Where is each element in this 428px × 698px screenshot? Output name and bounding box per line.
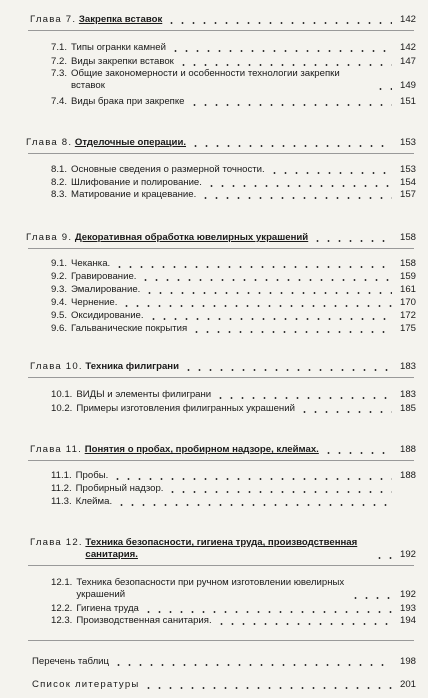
dot-leader <box>143 687 392 689</box>
dot-leader <box>114 266 392 268</box>
entry-number: 11.1. <box>51 470 72 481</box>
page-number: 153 <box>399 137 416 148</box>
divider <box>28 30 414 31</box>
entry-number: 9.1. <box>51 258 68 269</box>
entry-number: 9.5. <box>51 310 68 321</box>
entry-number: 10.1. <box>51 389 73 400</box>
dot-leader <box>312 240 392 242</box>
page-number: 194 <box>399 615 416 626</box>
page-number: 151 <box>399 96 416 107</box>
chapter-title: Понятия о пробах, пробирном надзоре, клеймах. <box>84 444 319 455</box>
dot-leader <box>112 478 392 480</box>
page-number: 201 <box>399 679 416 690</box>
dot-leader <box>216 623 392 625</box>
entry-title: Виды брака при закрепке <box>71 96 185 107</box>
dot-leader <box>200 197 392 199</box>
chapter-title: Декоративная обработка ювелирных украшений <box>74 232 309 243</box>
dot-leader <box>170 50 392 52</box>
divider <box>28 460 414 461</box>
dot-leader <box>167 491 392 493</box>
dot-leader <box>113 664 392 666</box>
chapter-label: Глава 10. <box>30 361 83 372</box>
entry-number: 9.2. <box>51 271 68 282</box>
entry-title: Клейма. <box>75 496 113 507</box>
dot-leader <box>206 185 392 187</box>
dot-leader <box>144 292 392 294</box>
chapter-8-heading <box>26 137 416 149</box>
entry-number: 7.3. <box>51 68 68 79</box>
entry-number: 8.1. <box>51 164 68 175</box>
dot-leader <box>178 64 392 66</box>
entry-title: Производственная санитария. <box>76 615 212 626</box>
chapter-label: Глава 11. <box>30 444 83 455</box>
entry-title: Гигиена труда <box>76 603 139 614</box>
chapter-label: Глава 7. <box>30 14 77 25</box>
entry-number: 8.2. <box>51 177 68 188</box>
page-number: 185 <box>399 403 416 414</box>
entry-number: 11.3. <box>51 496 72 507</box>
entry-title: ВИДЫ и элементы филиграни <box>76 389 212 400</box>
entry-title: Общие закономерности и особенности технологии закрепки вставок <box>71 68 340 91</box>
toc-entry <box>51 42 416 54</box>
entry-title: Матирование и крацевание. <box>71 189 197 200</box>
divider <box>28 377 414 378</box>
entry-title: Пробы. <box>75 470 109 481</box>
chapter-10-heading <box>30 361 416 373</box>
toc-entry <box>51 615 416 627</box>
page-number: 170 <box>399 297 416 308</box>
chapter-title: Закрепка вставок <box>78 14 163 25</box>
page-number: 142 <box>399 42 416 53</box>
entry-number: 9.3. <box>51 284 68 295</box>
toc-entry-tables <box>32 656 416 668</box>
chapter-7-heading <box>30 14 416 26</box>
dot-leader <box>189 104 392 106</box>
toc-entry <box>51 483 416 495</box>
page-number: 188 <box>399 444 416 455</box>
entry-title: Типы огранки камней <box>71 42 166 53</box>
dot-leader <box>190 145 392 147</box>
page-number: 192 <box>399 549 416 560</box>
chapter-12-heading <box>30 537 416 561</box>
page-number: 188 <box>399 470 416 481</box>
dot-leader <box>116 504 392 506</box>
page-number: 198 <box>399 656 416 667</box>
entry-title: Виды закрепки вставок <box>71 56 174 67</box>
dot-leader <box>140 279 392 281</box>
page-number: 142 <box>399 14 416 25</box>
toc-entry <box>51 96 416 108</box>
toc-entry <box>51 177 416 189</box>
dot-leader <box>269 172 392 174</box>
toc-entry <box>51 297 416 309</box>
dot-leader <box>183 369 392 371</box>
page-number: 147 <box>399 56 416 67</box>
entry-title: Основные сведения о размерной точности. <box>71 164 265 175</box>
dot-leader <box>166 22 392 24</box>
dot-leader <box>374 557 392 559</box>
dot-leader <box>215 397 392 399</box>
entry-title: Техника безопасности при ручном изготовлении ювелирных украшений <box>76 577 345 600</box>
divider <box>28 640 414 641</box>
entry-number: 12.3. <box>51 615 73 626</box>
dot-leader <box>350 597 392 599</box>
chapter-label: Глава 8. <box>26 137 73 148</box>
entry-title: Гальванические покрытия <box>71 323 188 334</box>
page-number: 158 <box>399 232 416 243</box>
chapter-9-heading <box>26 232 416 244</box>
page-number: 159 <box>399 271 416 282</box>
toc-entry <box>51 68 416 92</box>
toc-entry <box>51 258 416 270</box>
toc-entry <box>51 56 416 68</box>
divider <box>28 565 414 566</box>
page-number: 157 <box>399 189 416 200</box>
entry-title: Примеры изготовления филигранных украшений <box>76 403 295 414</box>
entry-title: Чеканка. <box>71 258 111 269</box>
entry-number: 7.1. <box>51 42 68 53</box>
entry-number: 7.4. <box>51 96 68 107</box>
chapter-title: Отделочные операции. <box>74 137 187 148</box>
toc-entry <box>51 603 416 615</box>
entry-number: 9.4. <box>51 297 68 308</box>
toc-entry <box>51 403 416 415</box>
divider <box>28 248 414 249</box>
page-number: 154 <box>399 177 416 188</box>
entry-title: Эмалирование. <box>71 284 141 295</box>
toc-entry <box>51 164 416 176</box>
entry-number: 10.2. <box>51 403 73 414</box>
chapter-11-heading <box>30 444 416 456</box>
entry-title: Перечень таблиц <box>32 656 110 667</box>
entry-number: 9.6. <box>51 323 68 334</box>
entry-title: Гравирование. <box>71 271 137 282</box>
dot-leader <box>299 411 392 413</box>
page-number: 149 <box>399 80 416 91</box>
page-number: 153 <box>399 164 416 175</box>
entry-title: Чернение. <box>71 297 118 308</box>
toc-entry <box>51 271 416 283</box>
entry-title: Оксидирование. <box>71 310 144 321</box>
toc-entry <box>51 323 416 335</box>
dot-leader <box>375 88 392 90</box>
toc-entry-references <box>32 679 416 691</box>
toc-entry <box>51 189 416 201</box>
dot-leader <box>143 611 392 613</box>
dot-leader <box>148 318 392 320</box>
toc-entry <box>51 577 416 601</box>
entry-title: Пробирный надзор. <box>75 483 164 494</box>
entry-number: 8.3. <box>51 189 68 200</box>
page-number: 193 <box>399 603 416 614</box>
toc-entry <box>51 470 416 482</box>
toc-entry <box>51 284 416 296</box>
page-number: 183 <box>399 389 416 400</box>
page-number: 158 <box>399 258 416 269</box>
chapter-label: Глава 9. <box>26 232 73 243</box>
chapter-title: Техника безопасности, гигиена труда, производственная санитария. <box>85 537 358 560</box>
toc-entry <box>51 310 416 322</box>
toc-entry <box>51 389 416 401</box>
dot-leader <box>121 305 392 307</box>
entry-number: 12.2. <box>51 603 73 614</box>
page-number: 172 <box>399 310 416 321</box>
toc-entry <box>51 496 416 508</box>
chapter-title: Техника филиграни <box>85 361 179 372</box>
page-number: 192 <box>399 589 416 600</box>
entry-title: Список литературы <box>32 679 140 690</box>
chapter-label: Глава 12. <box>30 537 83 548</box>
entry-number: 11.2. <box>51 483 72 494</box>
dot-leader <box>191 331 392 333</box>
page-number: 183 <box>399 361 416 372</box>
entry-number: 12.1. <box>51 577 73 588</box>
page-number: 175 <box>399 323 416 334</box>
entry-title: Шлифование и полирование. <box>71 177 202 188</box>
dot-leader <box>323 452 392 454</box>
page-number: 161 <box>399 284 416 295</box>
divider <box>28 153 414 154</box>
entry-number: 7.2. <box>51 56 68 67</box>
